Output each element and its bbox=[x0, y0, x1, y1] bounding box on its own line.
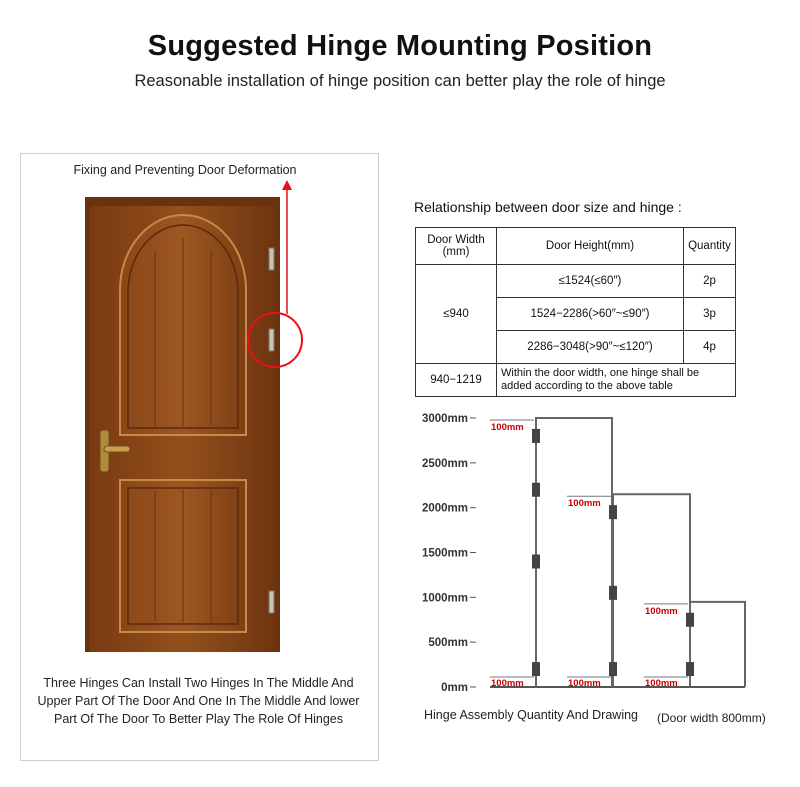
row-height: 1524−2286(>60″~≤90″) bbox=[497, 298, 684, 331]
y-tick-label: 1000mm bbox=[421, 592, 468, 605]
hinge-middle-icon bbox=[269, 329, 274, 351]
door-panel-footer: Three Hinges Can Install Two Hinges In The Middle And Upper Part Of The Door And One In The Middle And lower Part Of The Door To Better Play The Role Of Hinges bbox=[37, 676, 360, 726]
chart-note: (Door width 800mm) bbox=[657, 711, 766, 725]
hinge-bottom-icon bbox=[269, 591, 274, 613]
hinge-mark bbox=[609, 586, 617, 600]
page-subtitle: Reasonable installation of hinge position can better play the role of hinge bbox=[134, 72, 666, 90]
offset-label: 100mm bbox=[645, 678, 678, 689]
offset-label: 100mm bbox=[645, 605, 678, 617]
door-outline bbox=[536, 418, 612, 687]
row-height: 2286−3048(>90″~≤120″) bbox=[497, 331, 684, 364]
hinge-mark bbox=[532, 429, 540, 443]
y-tick-label: 3000mm bbox=[421, 413, 468, 425]
y-tick-label: 500mm bbox=[428, 637, 468, 650]
door-outline bbox=[690, 602, 745, 687]
row-quantity: 2p bbox=[684, 265, 736, 298]
relationship-title: Relationship between door size and hinge : bbox=[414, 199, 682, 215]
hinge-mark bbox=[686, 613, 694, 627]
relationship-table bbox=[415, 227, 736, 397]
header-width: Door Width (mm) bbox=[416, 228, 497, 265]
width-group-2: 940−1219 bbox=[416, 364, 497, 397]
row-quantity: 3p bbox=[684, 298, 736, 331]
page-title: Suggested Hinge Mounting Position bbox=[147, 30, 653, 62]
hinge-mark bbox=[532, 554, 540, 568]
door-outline bbox=[613, 494, 690, 687]
hinge-top-icon bbox=[269, 248, 274, 270]
header-quantity: Quantity bbox=[684, 228, 736, 265]
width-group-1: ≤940 bbox=[416, 265, 497, 364]
offset-label: 100mm bbox=[491, 422, 524, 433]
header-height: Door Height(mm) bbox=[497, 228, 684, 265]
hinge-mark bbox=[532, 662, 540, 676]
hinge-mark bbox=[609, 662, 617, 676]
door-illustration bbox=[80, 180, 310, 660]
offset-label: 100mm bbox=[491, 678, 524, 689]
table-row bbox=[416, 265, 736, 298]
hinge-mark bbox=[532, 483, 540, 497]
offset-label: 100mm bbox=[568, 678, 601, 689]
hinge-chart bbox=[410, 405, 790, 700]
table-note: Within the door width, one hinge shall be added according to the above table bbox=[497, 364, 736, 397]
y-tick-label: 0mm bbox=[441, 682, 468, 694]
table-row bbox=[416, 364, 736, 397]
row-height: ≤1524(≤60″) bbox=[497, 265, 684, 298]
y-tick-label: 2500mm bbox=[421, 457, 468, 470]
row-quantity: 4p bbox=[684, 331, 736, 364]
hinge-mark bbox=[686, 662, 694, 676]
table-header-row bbox=[416, 228, 736, 265]
chart-caption: Hinge Assembly Quantity And Drawing bbox=[424, 708, 638, 722]
y-tick-label: 1500mm bbox=[421, 547, 468, 560]
door-panel-caption: Fixing and Preventing Door Deformation bbox=[73, 163, 297, 177]
hinge-mark bbox=[609, 505, 617, 519]
offset-label: 100mm bbox=[568, 498, 601, 510]
y-tick-label: 2000mm bbox=[421, 502, 468, 515]
